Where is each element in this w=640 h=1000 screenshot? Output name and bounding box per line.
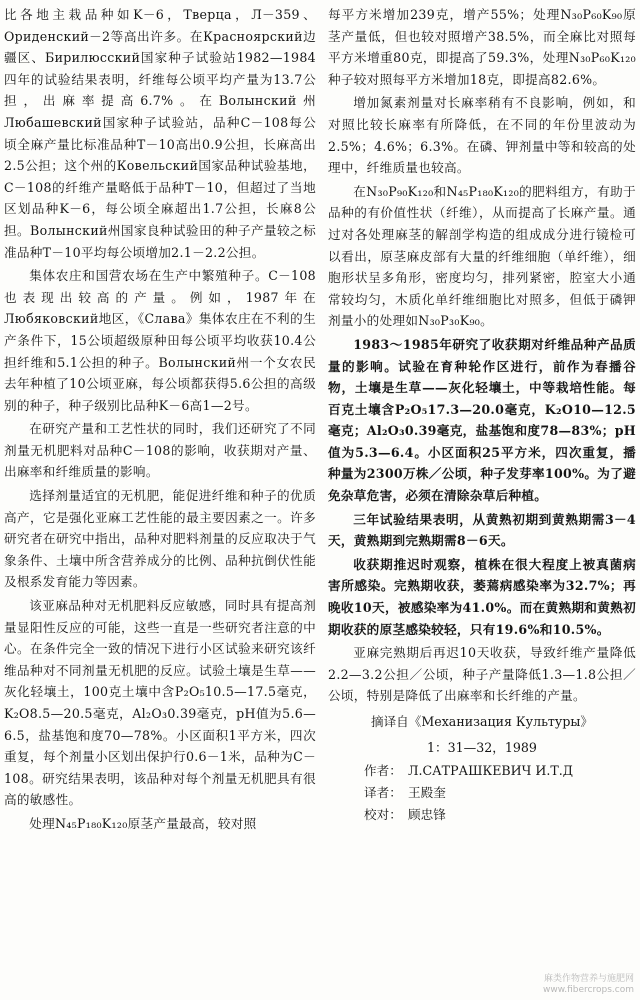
credits-block <box>328 760 636 826</box>
left-column <box>4 4 316 837</box>
credit-label: 译者： <box>364 785 402 801</box>
paragraph: 三年试验结果表明，从黄熟初期到黄熟期需3－4天，黄熟期到完熟期需8－6天。 <box>328 511 636 549</box>
paragraph: 收获期推迟时观察，植株在很大程度上被真菌病害所感染。完熟期收获，萎蔫病感染率为32.7%；再晚收10天，被感染率为41.0%。而在黄熟期和黄熟初期收获的原茎感染较轻，只有19.6%和10.5%。 <box>328 556 636 637</box>
paragraph: 在N₃₀P₉₀K₁₂₀和N₄₅P₁₈₀K₁₂₀的肥料组方，有助于品种的有价值性状（纤维），从而提高了长麻产量。通过对各处理麻茎的解剖学构造的组成成分进行镜检可以看出，原茎麻皮部有大量的纤维细胞（单纤维），细胞形状呈多角形，密度均匀，排列紧密，腔室大小通常较均匀，木质化单纤维细胞比对照多，但低于磷钾剂量小的处理如N₃₀P₃₀K₉₀。 <box>328 183 636 329</box>
credit-value: 王殿奎 <box>408 785 446 801</box>
translator-line <box>364 782 636 804</box>
credit-label: 校对： <box>364 807 402 823</box>
paragraph: 亚麻完熟期后再迟10天收获，导致纤维产量降低2.2—3.2公担／公顷，种子产量降低1.3—1.8公担／公顷，特别是降低了出麻率和长纤维的产量。 <box>328 645 636 704</box>
proofreader-line <box>364 804 636 826</box>
paragraph: 在研究产量和工艺性状的同时，我们还研究了不同剂量无机肥料对品种C－108的影响，收获期对产量、出麻率和纤维质量的影响。 <box>4 421 316 480</box>
credit-label: 作者： <box>364 763 402 779</box>
credit-value: 顾忠锋 <box>408 807 446 823</box>
paragraph: 选择剂量适宜的无机肥，能促进纤维和种子的优质高产，它是强化亚麻工艺性能的最主要因素之一。许多研究者在研究中指出，品种对肥料剂量的反应取决于气象条件、土壤中所含营养成分的比例、品种抗倒伏性能及根系发育能力等因素。 <box>4 488 316 590</box>
paragraph: 处理N₄₅P₁₈₀K₁₂₀原茎产量最高，较对照 <box>29 815 257 831</box>
paragraph: 增加氮素剂量对长麻率稍有不良影响，例如，和对照比较长麻率有所降低，在不同的年份里波动为2.5%；4.6%；6.3%。在磷、钾剂量中等和较高的处理中，纤维质量也较高。 <box>328 95 636 176</box>
watermark-site-name: 麻类作物营养与施肥网 <box>543 974 634 984</box>
source-issue: 1：31—32，1989 <box>427 739 537 755</box>
credit-value: Л.САТРАШКЕВИЧ И.Т.Д <box>408 763 574 779</box>
paragraph: 每平方米增加239克，增产55%；处理N₃₀P₆₀K₉₀原茎产量低，但也较对照增产38.5%，而全麻比对照每平方米增重80克，即提高了59.3%，处理N₃₀P₆₀K₁₂₀种子较对照每平方米增加18克，即提高82.6%。 <box>328 7 636 87</box>
right-column <box>328 4 636 826</box>
paragraph: 比各地主栽品种如K－6，Тверца，Л－359、Ориденский－2等高出许多。在Красноярский边疆区、Бирилюсский国家种子试验站1982—1984四年的试验结果表明，纤维每公顷平均产量为13.7公担，出麻率提高6.7%。在Волынский州Любашевский国家种子试验站，品种C－108每公顷全麻产量比标准品种T－10高出0.9公担，长麻高出2.5公担；这个州的Ковельский国家品种试验基地，C－108的纤维产量略低于品种T－10，但超过了当地区划品种K－6，每公顷全麻超出1.7公担，长麻8公担。Волынский州国家良种试验田的种子产量较之标准品种T－10平均每公顷增加2.1－2.2公担。 <box>4 7 316 260</box>
watermark <box>543 974 634 996</box>
paragraph: 集体农庄和国营农场在生产中繁殖种子。C－108也表现出较高的产量。例如，1987年在Любяковский地区，《Слава》集体农庄在不利的生产条件下，15公顷超级原种田每公顷平均收获10.4公担纤维和5.1公担的种子。Волынский州一个女农民去年种植了10公顷亚麻，每公顷都获得5.6公担的高级别的种子，种子级别比品种K－6高1—2号。 <box>4 268 316 413</box>
source-citation: 摘译自《Механизация Культуры》 <box>370 714 593 729</box>
paragraph: 1983～1985年研究了收获期对纤维品种产品质量的影响。试验在育种轮作区进行，前作为春播谷物，土壤是生草——灰化轻壤土，中等栽培性能。每百克土壤含P₂O₅17.3—20.0毫克，K₂O10—12.5毫克；Al₂O₃0.39毫克，盐基饱和度78—83%；pH值为5.3—6.4。小区面积25平方米，四次重复，播种量为2300万株／公顷，种子发芽率100%。为了避免杂草危害，必须在清除杂草后种植。 <box>328 336 636 504</box>
watermark-url: www.fibercrops.com <box>543 985 634 995</box>
paragraph: 该亚麻品种对无机肥料反应敏感，同时具有提高剂量显阳性反应的可能，这些一直是一些研究者注意的中心。在条件完全一致的情况下进行小区试验来研究该纤维品种对不同剂量无机肥的反应。试验土壤是生草——灰化轻壤土，100克土壤中含P₂O₅10.5—17.5毫克，K₂O8.5—20.5毫克，Al₂O₃0.39毫克，pH值为5.6—6.5，盐基饱和度70—78%。小区面积1平方米，四次重复，每个剂量小区划出保护行0.6－1米，品种为C－108。研究结果表明，该品种对每个剂量无机肥具有很高的敏感性。 <box>4 598 316 808</box>
author-line <box>364 760 636 782</box>
